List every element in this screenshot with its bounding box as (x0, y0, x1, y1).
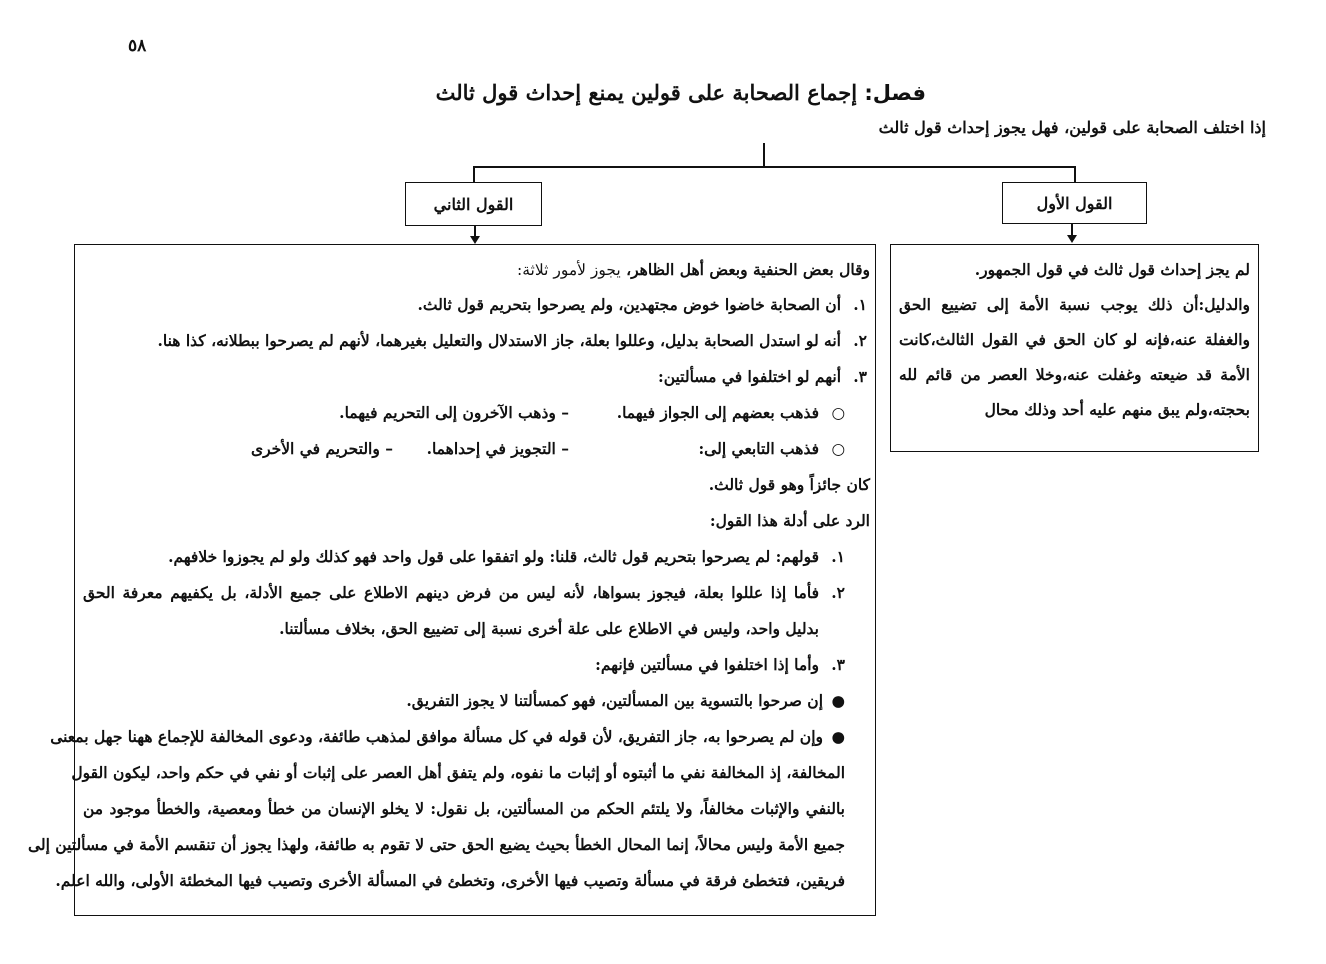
connector-left-drop (473, 166, 475, 182)
arrow-down-icon (470, 236, 480, 244)
sub-b-label: فذهب التابعي إلى: (698, 439, 819, 458)
rebuttal-text: وأما إذا اختلفوا في مسألتين فإنهم: (595, 655, 819, 674)
rebuttal-heading: الرد على أدلة هذا القول: (709, 511, 870, 530)
rebuttal-text: قولهم: لم يصرحوا بتحريم قول ثالث، قلنا: ولو اتفقوا على قول واحد فهو كذلك ولو لم يجوزوا خلافهم. (168, 547, 819, 566)
bullet-icon: ● (831, 727, 845, 746)
second-view-heading-box (405, 182, 542, 226)
arrow-right-stem (1071, 224, 1073, 235)
first-view-line: والدليل:أن ذلك يوجب نسبة الأمة إلى تضييع الحق (899, 295, 1250, 314)
rebuttal-text: فأما إذا عللوا بعلة، فيجوز بسواها، لأنه ليس من فرض دينهم الاطلاع على جميع الأدلة، بل يكفيهم معرفة الحق (83, 583, 819, 602)
main-question: إذا اختلف الصحابة على قولين، فهل يجوز إحداث قول ثالث (878, 118, 1266, 137)
sub-item-a (617, 403, 845, 423)
reason-text: أنه لو استدل الصحابة بدليل، وعللوا بعلة، جاز الاستدلال والتعليل بغيرهما، لأنهم لم يصرحوا ببطلانه، كذا هنا. (157, 331, 841, 350)
sub-item-b (698, 439, 845, 459)
first-view-box (890, 244, 1259, 452)
reason-item (83, 367, 867, 387)
sub-a-other: – وذهب الآخرون إلى التحريم فيهما. (339, 403, 569, 422)
rebuttal-item (83, 547, 845, 567)
connector-right-drop (1074, 166, 1076, 182)
first-view-line: لم يجز إحداث قول ثالث في قول الجمهور. (974, 260, 1250, 279)
point-continuation: بالنفي والإثبات مخالفاً، ولا يلتئم الحكم من المسألتين، بل نقول: لا يخلو الإنسان من خطأ ومعصية، والخطأ موجود من (83, 799, 845, 818)
first-view-line: بحجته،ولم يبق منهم عليه أحد وذلك محال (984, 400, 1250, 419)
rebuttal-number: ٣. (831, 655, 845, 674)
reason-text: أن الصحابة خاضوا خوض مجتهدين، ولم يصرحوا بتحريم قول ثالث. (417, 295, 841, 314)
reason-number: ٣. (853, 367, 867, 386)
title-label: فصل: (864, 81, 926, 105)
rebuttal-number: ١. (831, 547, 845, 566)
arrow-down-icon (1067, 235, 1077, 243)
rebuttal-number: ٢. (831, 583, 845, 602)
point-item (83, 691, 845, 711)
circle-bullet-icon: ○ (831, 440, 845, 458)
circle-bullet-icon: ○ (831, 404, 845, 422)
point-continuation: جميع الأمة وليس محالاً، إنما المحال الخطأ بحيث يضيع الحق حتى لا تقوم به طائفة، ولهذا يجوز أن تنقسم الأمة في مسألتين إلى (27, 835, 845, 854)
connector-horizontal (473, 166, 1075, 168)
first-view-line: الأمة قد ضيعته وغفلت عنه،وخلا العصر من قائم لله (899, 365, 1250, 384)
reason-item (83, 331, 867, 351)
first-view-heading-box (1002, 182, 1147, 224)
reason-number: ١. (853, 295, 867, 314)
bullet-icon: ● (831, 691, 845, 710)
page-number: ٥٨ (128, 36, 147, 56)
point-continuation: المخالفة، إذ المخالفة نفي ما أثبتوه أو إثبات ما نفوه، ولم يتفق أهل العصر على إثبات أو نفي في حكم واحد، ليكون القول (71, 763, 845, 782)
sub-a-label: فذهب بعضهم إلى الجواز فيهما. (616, 403, 819, 422)
page-title (436, 80, 926, 105)
rebuttal-item (83, 655, 845, 675)
second-view-box (27, 244, 876, 916)
point-item (50, 727, 845, 747)
title-text: إجماع الصحابة على قولين يمنع إحداث قول ثالث (435, 80, 858, 105)
first-view-line: والغفلة عنه،فإنه لو كان الحق في القول الثالث،كانت (899, 330, 1250, 349)
rebuttal-continuation: بدليل واحد، وليس في الاطلاع على علة أخرى نسبة إلى تضييع الحق، بخلاف مسألتنا. (279, 619, 819, 638)
first-view-heading: القول الأول (1036, 193, 1113, 213)
point-text: إن صرحوا بالتسوية بين المسألتين، فهو كمسألتنا لا يجوز التفريق. (406, 691, 823, 710)
reason-item (83, 295, 867, 315)
point-text: وإن لم يصرحوا به، جاز التفريق، لأن قوله في كل مسألة موافق لمذهب طائفة، ودعوى المخالفة للإجماع ههنا جهل بمعنى (50, 727, 823, 746)
point-continuation: فريقين، فتخطئ فرقة في مسألة وتصيب فيها الأخرى، وتخطئ في المسألة الأخرى وتصيب فيها المخطئة الأولى، والله اعلم. (55, 871, 845, 890)
intro-rest: يجوز لأمور ثلاثة: (517, 261, 621, 279)
reason-number: ٢. (853, 331, 867, 350)
arrow-left-stem (474, 226, 476, 236)
second-view-intro (80, 260, 870, 280)
connector-center-vertical (763, 143, 765, 167)
sub-b-option-2: – والتحريم في الأخرى (250, 439, 393, 458)
rebuttal-item (83, 583, 845, 603)
intro-main: وقال بعض الحنفية وبعض أهل الظاهر، (626, 260, 870, 279)
sub-b-option-1: – التجويز في إحداهما. (426, 439, 569, 458)
second-view-heading: القول الثاني (433, 194, 514, 214)
reason-text: أنهم لو اختلفوا في مسألتين: (657, 367, 841, 386)
conclusion: كان جائزاً وهو قول ثالث. (708, 475, 870, 494)
